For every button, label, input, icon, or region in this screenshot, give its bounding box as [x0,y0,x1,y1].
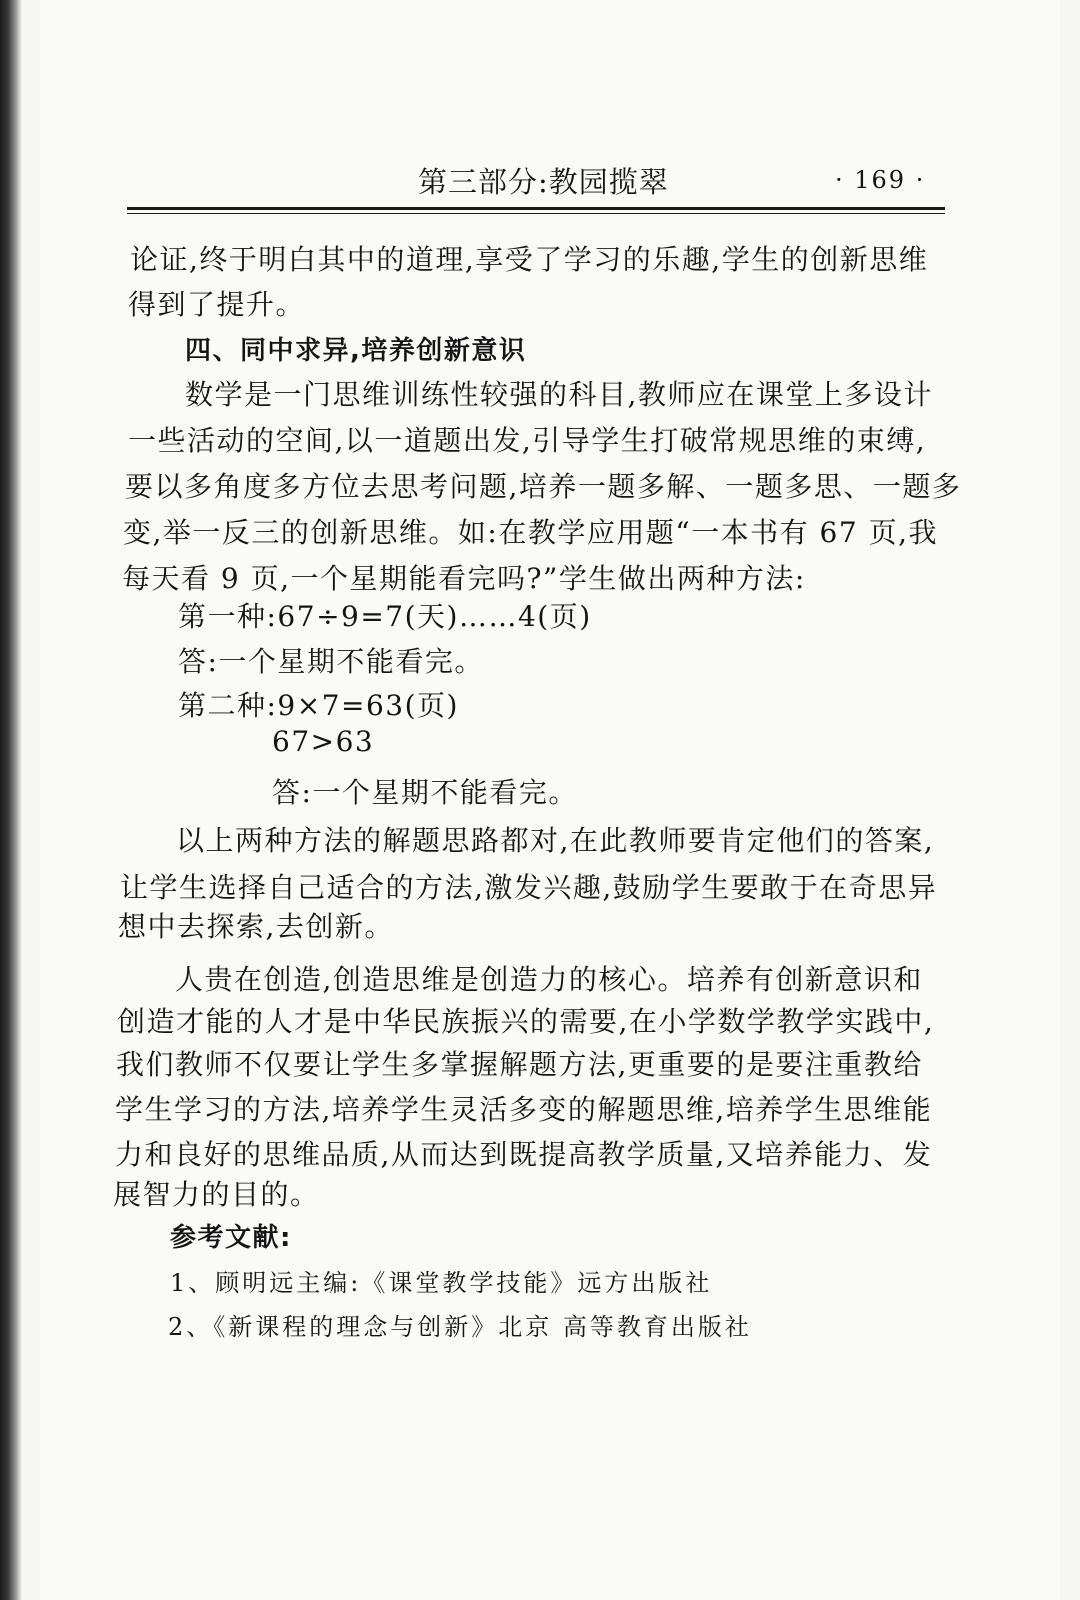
text-line: 数学是一门思维训练性较强的科目,教师应在课堂上多设计 [185,378,933,411]
text-line: 一些活动的空间,以一道题出发,引导学生打破常规思维的束缚, [128,424,927,457]
text-line: 学生学习的方法,培养学生灵活多变的解题思维,培养学生思维能 [115,1093,933,1126]
text-line: 力和良好的思维品质,从而达到既提高教学质量,又培养能力、发 [115,1138,933,1171]
text-line: 想中去探索,去创新。 [118,910,394,943]
book-spine-shadow [0,0,22,1600]
text-line: 让学生选择自己适合的方法,激发兴趣,鼓励学生要敢于在奇思异 [120,871,938,904]
solution-two: 第二种:9×7=63(页) [178,689,459,722]
text-line: 展智力的目的。 [113,1178,320,1211]
text-line: 创造才能的人才是中华民族振兴的需要,在小学数学教学实践中, [117,1005,935,1038]
text-line: 得到了提升。 [128,288,306,321]
text-line: 以上两种方法的解题思路都对,在此教师要肯定他们的答案, [176,824,935,857]
reference-item: 1、顾明远主编:《课堂教学技能》远方出版社 [170,1269,713,1297]
header-rule-thick [127,207,945,210]
section-heading: 四、同中求异,培养创新意识 [185,336,527,366]
running-header-title: 第三部分:教园揽翠 [418,165,669,199]
text-line: 变,举一反三的创新思维。如:在教学应用题“一本书有 67 页,我 [123,516,938,549]
header-rule-thin [127,213,945,214]
references-heading: 参考文献: [170,1223,292,1253]
text-line: 人贵在创造,创造思维是创造力的核心。培养有创新意识和 [175,963,923,996]
comparison: 67>63 [272,725,375,758]
reference-item: 2、《新课程的理念与创新》北京 高等教育出版社 [168,1313,752,1341]
text-line: 每天看 9 页,一个星期能看完吗?”学生做出两种方法: [122,562,806,595]
text-line: 要以多角度多方位去思考问题,培养一题多解、一题多思、一题多 [125,470,962,503]
page-number: · 169 · [835,166,926,194]
answer-two: 答:一个星期不能看完。 [272,776,578,809]
answer-one: 答:一个星期不能看完。 [178,645,484,678]
text-line: 我们教师不仅要让学生多掌握解题方法,更重要的是要注重教给 [116,1048,923,1081]
solution-one: 第一种:67÷9=7(天)……4(页) [178,600,592,633]
text-line: 论证,终于明白其中的道理,享受了学习的乐趣,学生的创新思维 [130,243,929,276]
